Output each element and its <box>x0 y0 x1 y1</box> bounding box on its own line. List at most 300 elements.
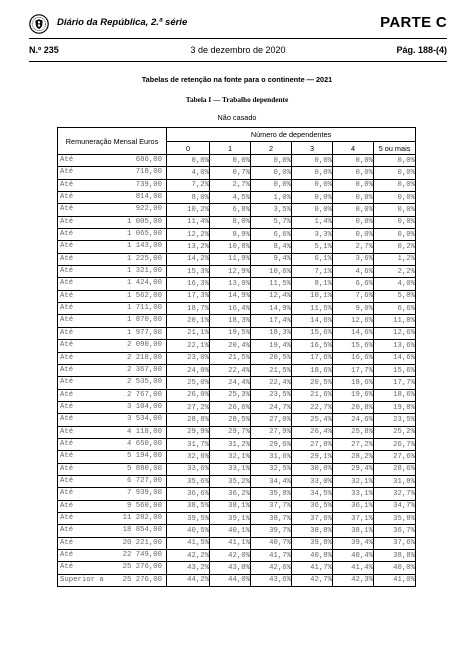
rate-cell: 8,1% <box>292 278 333 290</box>
page-header <box>29 13 447 35</box>
remuneration-amount: 2 090,00 <box>126 341 162 350</box>
table-title: Tabela I — Trabalho dependente <box>185 95 289 104</box>
rate-cell: 12,2% <box>167 229 210 241</box>
remuneration-prefix: Até <box>60 254 74 263</box>
remuneration-amount: 4 118,00 <box>126 427 162 436</box>
rate-cell: 31,6% <box>251 451 292 463</box>
remuneration-amount: 3 104,00 <box>126 402 162 411</box>
rate-cell: 4,0% <box>374 278 416 290</box>
remuneration-amount: 4 650,00 <box>126 439 162 448</box>
rate-cell: 44,2% <box>167 574 210 586</box>
remuneration-cell <box>58 241 167 253</box>
remuneration-cell <box>58 192 167 204</box>
rate-cell: 15,6% <box>333 340 374 352</box>
rate-cell: 39,7% <box>251 525 292 537</box>
remuneration-cell <box>58 179 167 191</box>
remuneration-amount: 20 221,00 <box>122 538 162 547</box>
remuneration-cell <box>58 155 167 167</box>
remuneration-cell <box>58 574 167 586</box>
rate-cell: 22,1% <box>167 340 210 352</box>
rate-cell: 0,0% <box>333 192 374 204</box>
rate-cell: 25,2% <box>374 426 416 438</box>
rate-cell: 20,8% <box>333 401 374 413</box>
rate-cell: 39,1% <box>210 512 251 524</box>
table-row <box>58 192 416 204</box>
rate-cell: 18,6% <box>292 364 333 376</box>
remuneration-prefix: Até <box>60 476 74 485</box>
remuneration-cell <box>58 550 167 562</box>
rate-cell: 32,5% <box>251 463 292 475</box>
rate-cell: 16,4% <box>210 303 251 315</box>
rate-cell: 0,0% <box>374 229 416 241</box>
rate-cell: 27,2% <box>167 401 210 413</box>
rate-cell: 0,0% <box>333 204 374 216</box>
remuneration-cell <box>58 537 167 549</box>
remuneration-prefix: Até <box>60 328 74 337</box>
remuneration-prefix: Até <box>60 563 74 572</box>
remuneration-amount: 3 534,00 <box>126 415 162 424</box>
remuneration-amount: 7 939,00 <box>126 489 162 498</box>
rate-cell: 7,6% <box>333 290 374 302</box>
rate-cell: 14,9% <box>210 290 251 302</box>
rate-cell: 9,0% <box>333 303 374 315</box>
rate-cell: 36,2% <box>210 488 251 500</box>
remuneration-amount: 922,00 <box>135 205 162 214</box>
remuneration-amount: 1 143,00 <box>126 242 162 251</box>
remuneration-prefix: Até <box>60 489 74 498</box>
rate-cell: 34,5% <box>292 488 333 500</box>
remuneration-cell <box>58 303 167 315</box>
table-row <box>58 377 416 389</box>
dependents-column-header: 2 <box>251 142 292 155</box>
remuneration-amount: 1 711,00 <box>126 304 162 313</box>
rate-cell: 14,6% <box>333 327 374 339</box>
rate-cell: 43,2% <box>167 562 210 574</box>
page-number: Pág. 188-(4) <box>396 45 447 55</box>
table-row <box>58 241 416 253</box>
rate-cell: 35,2% <box>210 475 251 487</box>
remuneration-cell <box>58 266 167 278</box>
rate-cell: 21,5% <box>210 352 251 364</box>
rate-cell: 16,5% <box>292 340 333 352</box>
rate-cell: 27,6% <box>374 451 416 463</box>
rate-cell: 42,3% <box>333 574 374 586</box>
remuneration-amount: 2 367,00 <box>126 365 162 374</box>
rate-cell: 15,6% <box>292 327 333 339</box>
document-title: Tabelas de retenção na fonte para o continente — 2021 <box>141 75 333 84</box>
rate-cell: 11,8% <box>374 315 416 327</box>
rate-cell: 3,5% <box>251 204 292 216</box>
rate-cell: 18,6% <box>333 377 374 389</box>
rate-cell: 21,5% <box>251 364 292 376</box>
table-row <box>58 303 416 315</box>
remuneration-prefix: Até <box>60 551 74 559</box>
rate-cell: 31,7% <box>167 438 210 450</box>
table-row <box>58 537 416 549</box>
table-row <box>58 340 416 352</box>
remuneration-prefix: Até <box>60 180 74 189</box>
table-row <box>58 167 416 179</box>
rate-cell: 44,0% <box>210 574 251 586</box>
rate-cell: 35,8% <box>374 512 416 524</box>
rate-cell: 19,6% <box>333 389 374 401</box>
rate-cell: 0,0% <box>374 179 416 191</box>
issue-number: N.º 235 <box>29 45 59 55</box>
rate-cell: 0,0% <box>210 155 251 167</box>
remuneration-prefix: Até <box>60 452 74 461</box>
rate-cell: 36,1% <box>333 500 374 512</box>
remuneration-prefix: Até <box>60 168 74 177</box>
rate-cell: 8,0% <box>210 216 251 228</box>
rate-cell: 37,6% <box>292 512 333 524</box>
remuneration-cell <box>58 562 167 574</box>
remuneration-cell <box>58 500 167 512</box>
rate-cell: 33,0% <box>292 475 333 487</box>
rate-cell: 41,5% <box>167 537 210 549</box>
rate-cell: 7,2% <box>167 179 210 191</box>
rate-cell: 15,3% <box>167 266 210 278</box>
remuneration-cell <box>58 414 167 426</box>
rate-cell: 43,6% <box>251 574 292 586</box>
remuneration-amount: 6 727,00 <box>126 476 162 485</box>
remuneration-amount: 22 749,00 <box>122 551 162 559</box>
rate-cell: 0,0% <box>292 204 333 216</box>
rate-cell: 27,8% <box>292 438 333 450</box>
rate-cell: 26,6% <box>210 401 251 413</box>
table-row <box>58 426 416 438</box>
journal-title: Diário da República, 2.ª série <box>57 17 188 28</box>
rate-cell: 13,2% <box>167 241 210 253</box>
rate-cell: 6,6% <box>333 278 374 290</box>
rate-cell: 14,6% <box>374 352 416 364</box>
rate-cell: 0,0% <box>251 155 292 167</box>
rate-cell: 2,2% <box>374 266 416 278</box>
table-row <box>58 290 416 302</box>
remuneration-cell <box>58 401 167 413</box>
rate-cell: 5,0% <box>374 290 416 302</box>
table-row <box>58 451 416 463</box>
rate-cell: 29,6% <box>251 438 292 450</box>
remuneration-cell <box>58 525 167 537</box>
remuneration-amount: 1 005,00 <box>126 217 162 226</box>
rate-cell: 24,4% <box>210 377 251 389</box>
remuneration-prefix: Até <box>60 439 74 448</box>
rate-cell: 12,9% <box>210 266 251 278</box>
rate-cell: 23,5% <box>374 414 416 426</box>
remuneration-prefix: Até <box>60 427 74 436</box>
remuneration-amount: 1 870,00 <box>126 316 162 325</box>
rate-cell: 6,8% <box>210 204 251 216</box>
remuneration-prefix: Até <box>60 217 74 226</box>
rate-cell: 34,4% <box>251 475 292 487</box>
rate-cell: 38,7% <box>251 512 292 524</box>
table-row <box>58 475 416 487</box>
dependents-column-header: 0 <box>167 142 210 155</box>
table-row <box>58 525 416 537</box>
rate-cell: 31,2% <box>210 438 251 450</box>
rate-cell: 18,3% <box>251 327 292 339</box>
rate-cell: 25,8% <box>333 426 374 438</box>
remuneration-prefix: Até <box>60 291 74 300</box>
issue-date: 3 de dezembro de 2020 <box>190 45 286 55</box>
remuneration-amount: 2 767,00 <box>126 390 162 399</box>
rate-cell: 37,6% <box>374 537 416 549</box>
rate-cell: 25,0% <box>167 377 210 389</box>
rate-cell: 33,6% <box>167 463 210 475</box>
rate-cell: 36,7% <box>374 525 416 537</box>
rate-cell: 41,4% <box>333 562 374 574</box>
remuneration-prefix: Até <box>60 464 74 473</box>
withholding-table <box>57 127 416 587</box>
remuneration-amount: 25 276,00 <box>122 563 162 572</box>
remuneration-cell <box>58 451 167 463</box>
rate-cell: 38,8% <box>374 550 416 562</box>
issue-line <box>29 45 447 59</box>
remuneration-cell <box>58 229 167 241</box>
dependents-column-header: 5 ou mais <box>374 142 416 155</box>
remuneration-prefix: Até <box>60 378 74 387</box>
rate-cell: 25,3% <box>210 389 251 401</box>
rate-cell: 0,0% <box>333 229 374 241</box>
rate-cell: 37,7% <box>251 500 292 512</box>
rate-cell: 33,1% <box>333 488 374 500</box>
table-row <box>58 179 416 191</box>
table-row <box>58 488 416 500</box>
rate-cell: 3,3% <box>292 229 333 241</box>
remuneration-cell <box>58 463 167 475</box>
rate-cell: 0,0% <box>292 167 333 179</box>
rate-cell: 27,0% <box>251 414 292 426</box>
rate-cell: 8,9% <box>210 229 251 241</box>
remuneration-cell <box>58 389 167 401</box>
table-row <box>58 204 416 216</box>
rate-cell: 0,0% <box>333 167 374 179</box>
dependents-header: Número de dependentes <box>167 128 416 142</box>
remuneration-cell <box>58 340 167 352</box>
rate-cell: 14,9% <box>251 303 292 315</box>
rate-cell: 19,8% <box>374 401 416 413</box>
rate-cell: 13,6% <box>374 340 416 352</box>
table-body <box>58 155 416 587</box>
remuneration-cell <box>58 364 167 376</box>
rate-cell: 25,4% <box>292 414 333 426</box>
remuneration-cell <box>58 315 167 327</box>
rate-cell: 21,1% <box>167 327 210 339</box>
table-row <box>58 463 416 475</box>
rate-cell: 40,5% <box>167 525 210 537</box>
table-row <box>58 229 416 241</box>
remuneration-prefix: Até <box>60 205 74 214</box>
rate-cell: 0,0% <box>167 155 210 167</box>
part-label: PARTE C <box>380 14 447 31</box>
rate-cell: 12,6% <box>374 327 416 339</box>
rate-cell: 19,4% <box>251 340 292 352</box>
rate-cell: 27,2% <box>333 438 374 450</box>
rate-cell: 40,8% <box>292 550 333 562</box>
rate-cell: 15,6% <box>374 364 416 376</box>
remuneration-cell <box>58 167 167 179</box>
remuneration-prefix: Até <box>60 156 74 164</box>
remuneration-cell <box>58 426 167 438</box>
issue-divider <box>29 61 447 62</box>
remuneration-header: Remuneração Mensal Euros <box>58 128 167 155</box>
rate-cell: 35,8% <box>251 488 292 500</box>
rate-cell: 26,0% <box>167 389 210 401</box>
rate-cell: 32,1% <box>333 475 374 487</box>
remuneration-amount: 686,00 <box>135 156 162 164</box>
rate-cell: 0,0% <box>333 155 374 167</box>
remuneration-prefix: Até <box>60 230 74 239</box>
rate-cell: 39,5% <box>167 512 210 524</box>
rate-cell: 29,7% <box>210 426 251 438</box>
dependents-column-header: 1 <box>210 142 251 155</box>
rate-cell: 6,6% <box>374 303 416 315</box>
rate-cell: 0,7% <box>210 167 251 179</box>
rate-cell: 24,6% <box>333 414 374 426</box>
table-row <box>58 401 416 413</box>
remuneration-prefix: Até <box>60 267 74 276</box>
header-divider <box>29 38 447 39</box>
table-row <box>58 253 416 265</box>
rate-cell: 0,0% <box>251 179 292 191</box>
remuneration-cell <box>58 475 167 487</box>
remuneration-amount: 1 424,00 <box>126 279 162 288</box>
rate-cell: 29,9% <box>167 426 210 438</box>
rate-cell: 43,0% <box>210 562 251 574</box>
remuneration-prefix: Até <box>60 316 74 325</box>
rate-cell: 23,0% <box>167 352 210 364</box>
rate-cell: 40,7% <box>251 537 292 549</box>
table-row <box>58 266 416 278</box>
rate-cell: 5,7% <box>251 216 292 228</box>
table-row <box>58 155 416 167</box>
rate-cell: 8,4% <box>251 241 292 253</box>
rate-cell: 17,7% <box>374 377 416 389</box>
table-row <box>58 512 416 524</box>
rate-cell: 0,0% <box>333 179 374 191</box>
remuneration-cell <box>58 488 167 500</box>
remuneration-amount: 5 880,00 <box>126 464 162 473</box>
rate-cell: 10,8% <box>210 241 251 253</box>
rate-cell: 38,1% <box>210 500 251 512</box>
rate-cell: 35,6% <box>167 475 210 487</box>
remuneration-cell <box>58 290 167 302</box>
table-row <box>58 327 416 339</box>
rate-cell: 22,7% <box>292 401 333 413</box>
rate-cell: 18,3% <box>210 315 251 327</box>
rate-cell: 37,1% <box>333 512 374 524</box>
remuneration-prefix: Até <box>60 341 74 350</box>
dependents-column-header: 4 <box>333 142 374 155</box>
rate-cell: 14,2% <box>167 253 210 265</box>
remuneration-prefix: Até <box>60 415 74 424</box>
remuneration-prefix: Até <box>60 538 74 547</box>
table-row <box>58 574 416 586</box>
remuneration-amount: 2 535,00 <box>126 378 162 387</box>
rate-cell: 18,7% <box>167 303 210 315</box>
remuneration-cell <box>58 438 167 450</box>
rate-cell: 22,4% <box>251 377 292 389</box>
rate-cell: 0,0% <box>374 167 416 179</box>
rate-cell: 39,4% <box>333 537 374 549</box>
remuneration-prefix: Até <box>60 513 74 522</box>
table-row <box>58 500 416 512</box>
remuneration-cell <box>58 352 167 364</box>
rate-cell: 40,4% <box>333 550 374 562</box>
remuneration-amount: 1 562,00 <box>126 291 162 300</box>
rate-cell: 17,7% <box>333 364 374 376</box>
rate-cell: 31,8% <box>374 475 416 487</box>
rate-cell: 1,4% <box>292 216 333 228</box>
remuneration-prefix: Até <box>60 242 74 251</box>
remuneration-amount: 2 218,00 <box>126 353 162 362</box>
rate-cell: 28,8% <box>167 414 210 426</box>
rate-cell: 22,4% <box>210 364 251 376</box>
rate-cell: 20,4% <box>210 340 251 352</box>
rate-cell: 2,7% <box>333 241 374 253</box>
rate-cell: 2,7% <box>210 179 251 191</box>
rate-cell: 32,7% <box>374 488 416 500</box>
rate-cell: 13,9% <box>210 278 251 290</box>
rate-cell: 34,7% <box>374 500 416 512</box>
rate-cell: 7,1% <box>292 266 333 278</box>
rate-cell: 5,1% <box>292 241 333 253</box>
rate-cell: 0,0% <box>374 155 416 167</box>
remuneration-amount: 1 225,00 <box>126 254 162 263</box>
rate-cell: 32,1% <box>210 451 251 463</box>
rate-cell: 41,7% <box>292 562 333 574</box>
rate-cell: 20,5% <box>251 352 292 364</box>
rate-cell: 16,3% <box>167 278 210 290</box>
rate-cell: 0,0% <box>333 216 374 228</box>
rate-cell: 17,4% <box>251 315 292 327</box>
rate-cell: 42,6% <box>251 562 292 574</box>
rate-cell: 41,1% <box>210 537 251 549</box>
remuneration-prefix: Superior a <box>60 575 104 584</box>
table-row <box>58 364 416 376</box>
marital-status: Não casado <box>217 113 257 122</box>
rate-cell: 0,0% <box>292 155 333 167</box>
rate-cell: 6,1% <box>292 253 333 265</box>
rate-cell: 29,1% <box>292 451 333 463</box>
dependents-column-header: 3 <box>292 142 333 155</box>
rate-cell: 30,0% <box>292 463 333 475</box>
republic-seal-icon <box>29 14 49 34</box>
rate-cell: 3,6% <box>333 253 374 265</box>
remuneration-cell <box>58 253 167 265</box>
rate-cell: 26,7% <box>374 438 416 450</box>
rate-cell: 11,4% <box>167 216 210 228</box>
rate-cell: 11,5% <box>292 303 333 315</box>
rate-cell: 0,0% <box>292 179 333 191</box>
remuneration-prefix: Até <box>60 279 74 288</box>
rate-cell: 23,5% <box>251 389 292 401</box>
rate-cell: 0,0% <box>251 167 292 179</box>
rate-cell: 28,5% <box>210 414 251 426</box>
rate-cell: 29,4% <box>333 463 374 475</box>
remuneration-cell <box>58 278 167 290</box>
remuneration-prefix: Até <box>60 353 74 362</box>
rate-cell: 17,6% <box>292 352 333 364</box>
rate-cell: 26,4% <box>292 426 333 438</box>
remuneration-prefix: Até <box>60 526 74 535</box>
rate-cell: 33,1% <box>210 463 251 475</box>
table-row <box>58 438 416 450</box>
rate-cell: 18,6% <box>374 389 416 401</box>
rate-cell: 4,6% <box>333 266 374 278</box>
rate-cell: 20,5% <box>292 377 333 389</box>
table-row <box>58 278 416 290</box>
